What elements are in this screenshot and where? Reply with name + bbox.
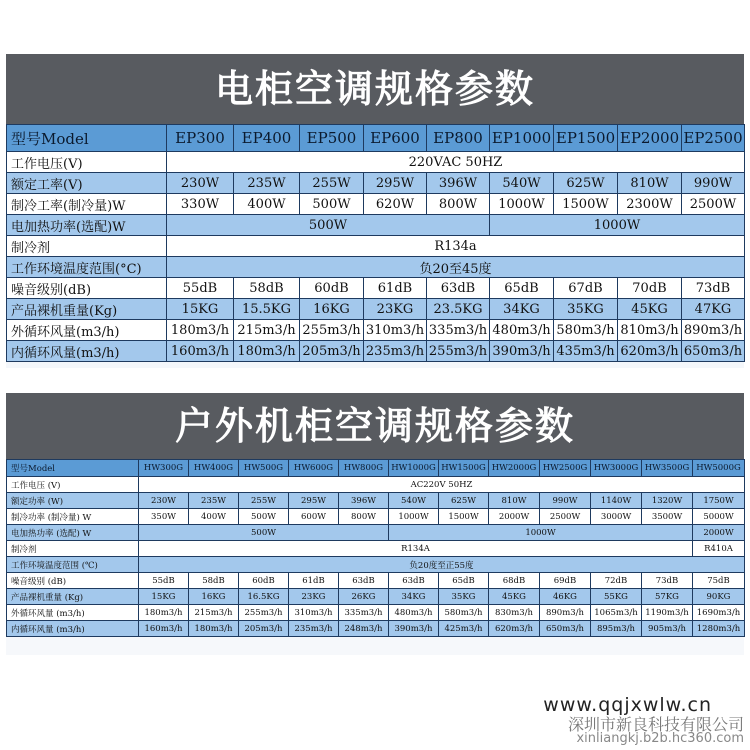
table-cell: 540W <box>389 493 439 509</box>
header-cell: EP1000 <box>490 125 554 152</box>
table-cell: 255W <box>239 493 289 509</box>
table-cell: 3500W <box>642 509 693 525</box>
table-cell: 620m3/h <box>489 621 540 637</box>
table-cell: 1320W <box>642 493 693 509</box>
table-cell: 2500W <box>540 509 591 525</box>
table-cell: 905m3/h <box>642 621 693 637</box>
table-cell: 580m3/h <box>554 320 618 341</box>
table-row <box>7 152 745 173</box>
table-cell: 580m3/h <box>439 605 489 621</box>
table-cell: 58dB <box>234 278 300 299</box>
table-cell: 72dB <box>591 573 642 589</box>
table-cell: 16KG <box>189 589 239 605</box>
table-cell: 15.5KG <box>234 299 300 320</box>
table-cell: R410A <box>693 541 745 557</box>
table-cell: 负20至45度 <box>167 257 745 278</box>
table-cell: 55KG <box>591 589 642 605</box>
table-cell: 35KG <box>554 299 618 320</box>
table-cell: 45KG <box>489 589 540 605</box>
table-cell: 23KG <box>289 589 339 605</box>
spec-table <box>6 459 745 637</box>
table-cell: 215m3/h <box>189 605 239 621</box>
table-cell: 23.5KG <box>427 299 490 320</box>
table-cell: 235m3/h <box>364 341 427 362</box>
table-row <box>7 493 745 509</box>
table-cell: 68dB <box>489 573 540 589</box>
table-cell: 990W <box>682 173 745 194</box>
table-row <box>7 573 745 589</box>
table-cell: 890m3/h <box>540 605 591 621</box>
table-row <box>7 605 745 621</box>
header-cell: HW500G <box>239 460 289 477</box>
table-cell: 215m3/h <box>234 320 300 341</box>
table-cell: 620m3/h <box>618 341 682 362</box>
header-cell: HW600G <box>289 460 339 477</box>
header-cell: EP2500 <box>682 125 745 152</box>
table-cell: 650m3/h <box>682 341 745 362</box>
table-cell: 625W <box>554 173 618 194</box>
table-cell: 396W <box>339 493 389 509</box>
table-cell: 895m3/h <box>591 621 642 637</box>
row-label: 外循环风量(m3/h) <box>7 320 167 341</box>
table-cell: 480m3/h <box>389 605 439 621</box>
table-cell: 180m3/h <box>234 341 300 362</box>
table-cell: 650m3/h <box>540 621 591 637</box>
table-cell: 65dB <box>439 573 489 589</box>
header-cell: HW800G <box>339 460 389 477</box>
row-label: 噪音级别 (dB) <box>7 573 139 589</box>
table-cell: 63dB <box>427 278 490 299</box>
table-cell: 310m3/h <box>364 320 427 341</box>
table-cell: 335m3/h <box>339 605 389 621</box>
table-cell: 235W <box>234 173 300 194</box>
table-cell: 800W <box>427 194 490 215</box>
table-cell: 625W <box>439 493 489 509</box>
table-cell: 1000W <box>389 525 693 541</box>
table-row <box>7 525 745 541</box>
table-cell: 295W <box>364 173 427 194</box>
table-cell: 810m3/h <box>618 320 682 341</box>
table-cell: R134a <box>167 236 745 257</box>
table-cell: 34KG <box>389 589 439 605</box>
table-row <box>7 557 745 573</box>
row-label: 制冷剂 <box>7 236 167 257</box>
table-cell: 1190m3/h <box>642 605 693 621</box>
row-label: 制冷功率 (制冷量) W <box>7 509 139 525</box>
row-label: 电加热功率(选配)W <box>7 215 167 236</box>
table-cell: 15KG <box>167 299 234 320</box>
table-row <box>7 257 745 278</box>
row-label: 制冷剂 <box>7 541 139 557</box>
table-cell: 1065m3/h <box>591 605 642 621</box>
header-cell: EP300 <box>167 125 234 152</box>
table-cell: 310m3/h <box>289 605 339 621</box>
row-label: 制冷工率(制冷量)W <box>7 194 167 215</box>
table-cell: 350W <box>139 509 189 525</box>
header-cell: EP800 <box>427 125 490 152</box>
table-row <box>7 320 745 341</box>
table-row <box>7 621 745 637</box>
header-cell: HW400G <box>189 460 239 477</box>
row-label: 工作电压 (V) <box>7 477 139 493</box>
table-cell: 26KG <box>339 589 389 605</box>
table-cell: 500W <box>167 215 490 236</box>
row-label: 噪音级别(dB) <box>7 278 167 299</box>
table-row <box>7 509 745 525</box>
row-label: 额定功率 (W) <box>7 493 139 509</box>
table-cell: 235W <box>189 493 239 509</box>
header-cell: HW5000G <box>693 460 745 477</box>
table-cell: 295W <box>289 493 339 509</box>
table-cell: 1000W <box>490 215 745 236</box>
table-row <box>7 173 745 194</box>
table-cell: 63dB <box>339 573 389 589</box>
header-cell: EP1500 <box>554 125 618 152</box>
table-cell: 390m3/h <box>490 341 554 362</box>
table-cell: 810W <box>618 173 682 194</box>
table-cell: 435m3/h <box>554 341 618 362</box>
row-label: 工作环境温度范围 (℃) <box>7 557 139 573</box>
table-cell: 61dB <box>289 573 339 589</box>
table-cell: 1500W <box>554 194 618 215</box>
table-cell: 620W <box>364 194 427 215</box>
header-cell: HW2500G <box>540 460 591 477</box>
table-cell: 180m3/h <box>139 605 189 621</box>
header-cell: HW1500G <box>439 460 489 477</box>
row-label: 工作环境温度范围(°C) <box>7 257 167 278</box>
row-label: 内循环风量(m3/h) <box>7 341 167 362</box>
table-cell: 335m3/h <box>427 320 490 341</box>
table-cell: 400W <box>189 509 239 525</box>
header-cell: 型号Model <box>7 125 167 152</box>
header-cell: HW300G <box>139 460 189 477</box>
table-cell: 47KG <box>682 299 745 320</box>
table-cell: 75dB <box>693 573 745 589</box>
table-cell: 2000W <box>693 525 745 541</box>
table-cell: 2000W <box>489 509 540 525</box>
header-cell: HW1000G <box>389 460 439 477</box>
table-cell: 15KG <box>139 589 189 605</box>
table-cell: 1000W <box>389 509 439 525</box>
table-cell: 1690m3/h <box>693 605 745 621</box>
table-cell: 480m3/h <box>490 320 554 341</box>
table-cell: 69dB <box>540 573 591 589</box>
table-cell: 90KG <box>693 589 745 605</box>
table-cell: 540W <box>490 173 554 194</box>
panel-title: 电柜空调规格参数 <box>6 54 744 124</box>
table-cell: 248m3/h <box>339 621 389 637</box>
table-cell: 396W <box>427 173 490 194</box>
table-cell: 500W <box>139 525 389 541</box>
table-cell: 2500W <box>682 194 745 215</box>
table-cell: 230W <box>139 493 189 509</box>
table-cell: 35KG <box>439 589 489 605</box>
spec-panel-outdoor-cabinet <box>6 393 744 655</box>
watermark-site: www.qqjxwlw.cn <box>543 694 712 716</box>
table-cell: 63dB <box>389 573 439 589</box>
table-cell: 23KG <box>364 299 427 320</box>
header-cell: EP2000 <box>618 125 682 152</box>
row-label: 外循环风量 (m3/h) <box>7 605 139 621</box>
table-cell: 70dB <box>618 278 682 299</box>
table-cell: 45KG <box>618 299 682 320</box>
header-cell: EP600 <box>364 125 427 152</box>
table-cell: 990W <box>540 493 591 509</box>
table-cell: 205m3/h <box>239 621 289 637</box>
table-cell: 60dB <box>239 573 289 589</box>
watermark-url: xinliangkj.b2b.hc360.com <box>576 731 744 746</box>
table-cell: 255m3/h <box>239 605 289 621</box>
table-cell: 73dB <box>682 278 745 299</box>
table-cell: 2300W <box>618 194 682 215</box>
table-cell: 55dB <box>139 573 189 589</box>
table-cell: 46KG <box>540 589 591 605</box>
table-row <box>7 236 745 257</box>
row-label: 工作电压(V) <box>7 152 167 173</box>
table-cell: 61dB <box>364 278 427 299</box>
table-row <box>7 215 745 236</box>
table-cell: 34KG <box>490 299 554 320</box>
table-cell: 500W <box>239 509 289 525</box>
table-cell: 1750W <box>693 493 745 509</box>
table-cell: 890m3/h <box>682 320 745 341</box>
table-cell: 230W <box>167 173 234 194</box>
spec-panel-electric-cabinet <box>6 54 744 368</box>
table-cell: 180m3/h <box>167 320 234 341</box>
table-cell: 235m3/h <box>289 621 339 637</box>
table-cell: 330W <box>167 194 234 215</box>
table-cell: 60dB <box>300 278 364 299</box>
table-cell: 425m3/h <box>439 621 489 637</box>
header-cell: HW3500G <box>642 460 693 477</box>
header-cell: 型号Model <box>7 460 139 477</box>
table-cell: 1000W <box>490 194 554 215</box>
row-label: 电加热功率 (选配) W <box>7 525 139 541</box>
table-row <box>7 541 745 557</box>
table-row <box>7 194 745 215</box>
table-cell: 58dB <box>189 573 239 589</box>
table-row <box>7 477 745 493</box>
table-cell: 16.5KG <box>239 589 289 605</box>
panel-title: 户外机柜空调规格参数 <box>6 393 744 459</box>
row-label: 产品裸机重量 (Kg) <box>7 589 139 605</box>
table-cell: AC220V 50HZ <box>139 477 745 493</box>
table-cell: 255W <box>300 173 364 194</box>
table-cell: 67dB <box>554 278 618 299</box>
table-cell: 55dB <box>167 278 234 299</box>
header-cell: HW2000G <box>489 460 540 477</box>
table-cell: 205m3/h <box>300 341 364 362</box>
table-cell: 73dB <box>642 573 693 589</box>
table-cell: 600W <box>289 509 339 525</box>
table-cell: 1140W <box>591 493 642 509</box>
table-cell: 160m3/h <box>167 341 234 362</box>
table-cell: 5000W <box>693 509 745 525</box>
table-cell: 65dB <box>490 278 554 299</box>
header-cell: EP400 <box>234 125 300 152</box>
row-label: 内循环风量 (m3/h) <box>7 621 139 637</box>
table-cell: 255m3/h <box>427 341 490 362</box>
table-row <box>7 299 745 320</box>
table-cell: 255m3/h <box>300 320 364 341</box>
row-label: 额定工率(V) <box>7 173 167 194</box>
table-cell: 220VAC 50HZ <box>167 152 745 173</box>
table-cell: 3000W <box>591 509 642 525</box>
header-cell: HW3000G <box>591 460 642 477</box>
spec-table <box>6 124 745 362</box>
header-cell: EP500 <box>300 125 364 152</box>
table-cell: 800W <box>339 509 389 525</box>
table-cell: 500W <box>300 194 364 215</box>
row-label: 产品裸机重量(Kg) <box>7 299 167 320</box>
table-cell: 1500W <box>439 509 489 525</box>
table-cell: 400W <box>234 194 300 215</box>
table-row <box>7 589 745 605</box>
table-cell: 57KG <box>642 589 693 605</box>
table-cell: 16KG <box>300 299 364 320</box>
watermark-company: 深圳市新良科技有限公司 <box>567 715 744 734</box>
table-cell: 810W <box>489 493 540 509</box>
table-cell: 负20度至正55度 <box>139 557 745 573</box>
table-cell: 830m3/h <box>489 605 540 621</box>
table-cell: R134A <box>139 541 693 557</box>
table-cell: 390m3/h <box>389 621 439 637</box>
table-cell: 160m3/h <box>139 621 189 637</box>
table-row <box>7 341 745 362</box>
table-cell: 180m3/h <box>189 621 239 637</box>
table-cell: 1280m3/h <box>693 621 745 637</box>
header-row <box>7 460 745 477</box>
header-row <box>7 125 745 152</box>
table-row <box>7 278 745 299</box>
